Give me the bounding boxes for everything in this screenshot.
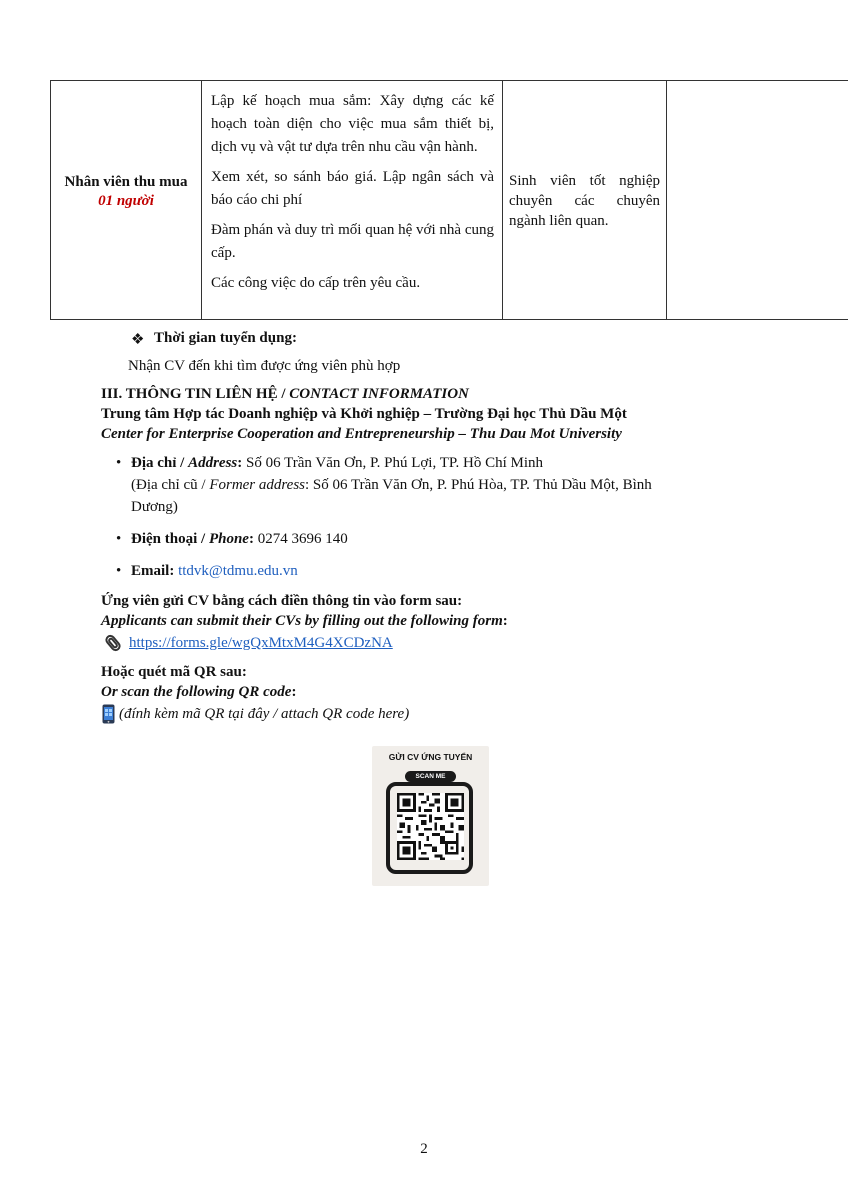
email-line [131, 563, 298, 580]
diamond-bullet-icon: ❖ [131, 332, 145, 348]
bullet-dot: • [116, 455, 122, 471]
phone-label-en: Phone [208, 531, 249, 547]
former-address-line [131, 477, 652, 494]
qr-card [372, 746, 489, 886]
phone-line: Điện thoại / Phone: 0274 3696 140 [131, 531, 348, 547]
position-count: 01 người [98, 193, 154, 209]
position-title: Nhân viên thu mua [64, 174, 188, 190]
phone-label-vi: Điện thoại / [131, 531, 209, 547]
job-table [50, 80, 848, 320]
duty-item: Các công việc do cấp trên yêu cầu. [211, 275, 421, 291]
former-address-value: : Số 06 Trần Văn Ơn, P. Phú Hòa, TP. Thủ Dầu Một, Bình [305, 477, 652, 493]
requirements-cell [503, 81, 667, 320]
former-address-open: (Địa chỉ cũ / [131, 477, 210, 493]
scan-me-label: SCAN ME [405, 771, 456, 782]
page-number: 2 [420, 1141, 428, 1157]
address-label-en: Address [188, 455, 238, 471]
address-label-vi: Địa chỉ / [131, 455, 189, 471]
duty-item: Lập kế hoạch mua sắm: Xây dựng các kế hoạch toàn diện cho việc mua sắm thiết bị, dịch vụ và vật tư dựa trên nhu cầu vận hành. [211, 93, 494, 155]
qr-card-heading: GỬI CV ỨNG TUYỂN [388, 752, 473, 762]
contact-heading-en: CONTACT INFORMATION [289, 386, 469, 402]
org-name-vi: Trung tâm Hợp tác Doanh nghiệp và Khởi nghiệp – Trường Đại học Thủ Dầu Một [101, 406, 627, 422]
phone-value: 0274 3696 140 [253, 531, 348, 547]
qr-code-icon[interactable] [397, 793, 464, 860]
bullet-dot: • [116, 531, 122, 547]
table-row [51, 81, 848, 320]
submit-instruction-vi: Ứng viên gửi CV bằng cách điền thông tin vào form sau: [101, 593, 463, 609]
org-name-en: Center for Enterprise Cooperation and Entrepreneurship – Thu Dau Mot University [101, 426, 622, 442]
duty-item: Xem xét, so sánh báo giá. Lập ngân sách và báo cáo chi phí [211, 169, 494, 208]
qr-attach-note: (đính kèm mã QR tại đây / attach QR code here) [119, 706, 410, 722]
qr-instruction-vi: Hoặc quét mã QR sau: [101, 664, 247, 680]
email-link[interactable]: ttdvk@tdmu.edu.vn [178, 563, 298, 579]
contact-heading-vi: III. THÔNG TIN LIÊN HỆ / [101, 386, 290, 402]
contact-section-heading [101, 386, 469, 403]
requirements-text: Sinh viên tốt nghiệp chuyên các chuyên ngành liên quan. [509, 173, 660, 229]
qr-instruction-en: Or scan the following QR code [101, 684, 292, 700]
address-value: Số 06 Trần Văn Ơn, P. Phú Lợi, TP. Hồ Chí Minh [242, 455, 544, 471]
position-cell [51, 81, 202, 320]
bullet-dot: • [116, 563, 122, 579]
former-address-label-en: Former address [209, 477, 306, 493]
duty-item: Đàm phán và duy trì mối quan hệ với nhà cung cấp. [211, 222, 494, 261]
former-address-value-cont: Dương) [131, 499, 178, 515]
submit-instruction-en-line: Applicants can submit their CVs by filling out the following form: [101, 613, 508, 629]
email-label: Email: [131, 563, 175, 579]
recruit-time-heading: Thời gian tuyển dụng: [154, 330, 297, 346]
recruit-time-text: Nhận CV đến khi tìm được ứng viên phù hợp [128, 358, 401, 374]
address-line: Địa chỉ / Address: Số 06 Trần Văn Ơn, P. Phú Lợi, TP. Hồ Chí Minh [131, 455, 544, 471]
paperclip-icon [103, 633, 123, 653]
qr-instruction-en-line: Or scan the following QR code: [101, 684, 297, 700]
form-link[interactable]: https://forms.gle/wgQxMtxM4G4XCDzNA [129, 635, 393, 651]
duties-cell [202, 81, 503, 320]
mobile-phone-icon [102, 704, 115, 724]
notes-cell [667, 81, 848, 320]
submit-instruction-en: Applicants can submit their CVs by filling out the following form [101, 613, 503, 629]
